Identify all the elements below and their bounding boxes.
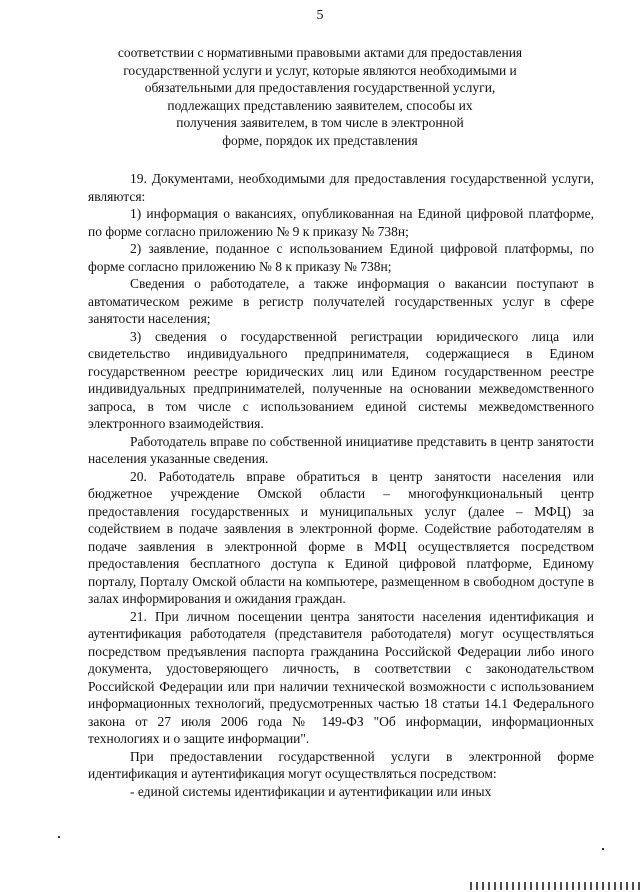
list-item-3: 3) сведения о государственной регистрации юридического лица или свидетельство индивидуального предпринимателя, содержащиеся в Едином государственном реестре юридических лиц или Едином государственном реестре индивидуальных предпринимателей, полученные на основании межведомственного запроса, в том числе с использованием единой системы межведомственного электронного взаимодействия. bbox=[88, 328, 594, 431]
section-heading bbox=[80, 44, 560, 150]
list-item-2: 2) заявление, поданное с использованием Единой цифровой платформы, по форме согласно приложению № 8 к приказу № 738н; bbox=[88, 241, 594, 274]
paragraph-employer-info: Сведения о работодателе, а также информация о вакансии поступают в автоматическом режиме в регистр получателей государственных услуг в сфере занятости населения; bbox=[88, 276, 594, 326]
heading-line: форме, порядок их представления bbox=[222, 132, 418, 148]
scan-artifact bbox=[58, 836, 60, 838]
paragraph-employer-right: Работодатель вправе по собственной инициативе представить в центр занятости населения указанные сведения. bbox=[88, 433, 594, 466]
heading-line: государственной услуги и услуг, которые являются необходимыми и bbox=[123, 62, 517, 78]
paragraph-20: 20. Работодатель вправе обратиться в центр занятости населения или бюджетное учреждение Омской области – многофункциональный центр предоставления государственных и муниципальных услуг (далее – МФЦ) за содействием в подаче заявления в электронной форме. Содействие работодателям в подаче заявления в электронной форме в МФЦ осуществляется посредством предоставления бесплатного доступа к Единой цифровой платформе, Единому порталу, Порталу Омской области на компьютере, размещенном в свободном доступе в залах информирования и ожидания граждан. bbox=[88, 468, 594, 606]
paragraph-electronic-form: При предоставлении государственной услуги в электронной форме идентификация и аутентификация могут осуществляться посредством: bbox=[88, 748, 594, 781]
heading-line: получения заявителем, в том числе в электронной bbox=[176, 115, 464, 131]
paragraph-19: 19. Документами, необходимыми для предоставления государственной услуги, являются: bbox=[88, 171, 594, 204]
body-text bbox=[88, 170, 594, 800]
heading-line: обязательными для предоставления государственной услуги, bbox=[144, 80, 496, 96]
heading-line: соответствии с нормативными правовыми актами для предоставления bbox=[117, 45, 523, 60]
list-item-dash: - единой системы идентификации и аутентификации или иных bbox=[130, 783, 492, 799]
heading-line: подлежащих представлению заявителем, способы их bbox=[167, 97, 473, 113]
scan-artifact bbox=[602, 848, 604, 850]
scan-edge-artifact bbox=[470, 882, 640, 890]
paragraph-21: 21. При личном посещении центра занятости населения идентификация и аутентификация работодателя (представителя работодателя) могут осуществляться посредством предъявления паспорта гражданина Российской Федерации либо иного документа, удостоверяющего личность, в соответствии с законодательством Российской Федерации или при наличии технической возможности с использованием информационных технологий, предусмотренных частью 18 статьи 14.1 Федерального закона от 27 июля 2006 года № 149-ФЗ "Об информации, информационных технологиях и о защите информации". bbox=[88, 608, 594, 746]
page-number: 5 bbox=[316, 8, 324, 23]
list-item-1: 1) информация о вакансиях, опубликованная на Единой цифровой платформе, по форме согласно приложению № 9 к приказу № 738н; bbox=[88, 206, 594, 239]
